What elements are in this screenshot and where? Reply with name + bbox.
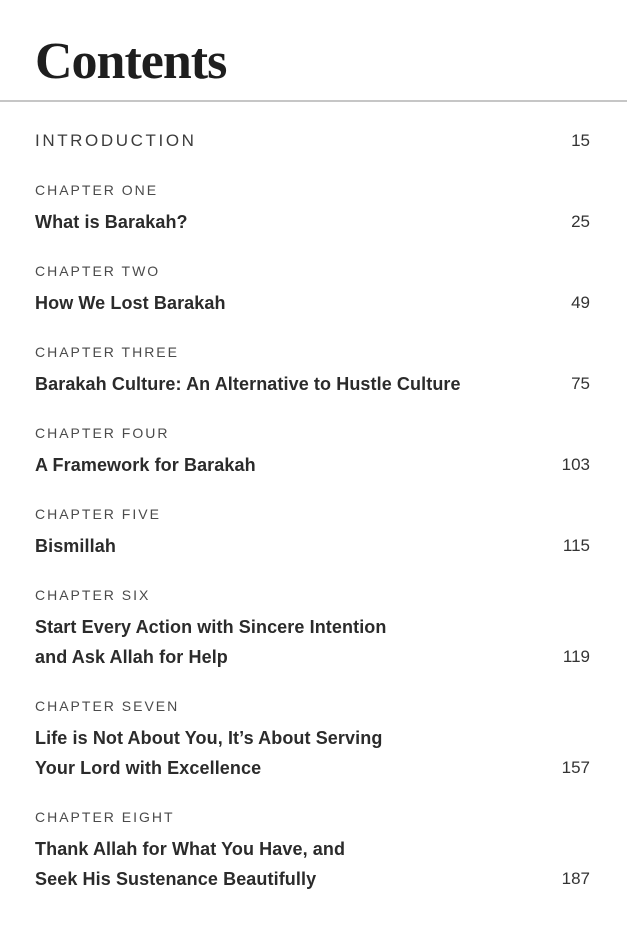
chapter-title-row [35,612,590,672]
chapter-title-row [35,450,590,480]
chapter-title-row [35,723,590,783]
toc-entry [35,697,590,783]
toc-entry [35,505,590,561]
chapter-title [35,531,116,561]
chapter-title [35,369,461,399]
page-number: 75 [571,374,590,393]
chapter-title-row [35,369,590,399]
title-divider [0,100,627,102]
chapter-title-line: Bismillah [35,536,116,556]
chapter-title-line: What is Barakah? [35,212,188,232]
chapter-title [35,723,382,783]
toc-entry [35,343,590,399]
chapter-title-line: How We Lost Barakah [35,293,226,313]
page-number: 187 [561,869,590,888]
page-number: 25 [571,212,590,231]
page-number: 15 [571,131,590,150]
toc-entry [35,262,590,318]
chapter-title-line: Barakah Culture: An Alternative to Hustle Culture [35,374,461,394]
chapter-label: CHAPTER TWO [35,263,161,279]
page-number: 49 [571,293,590,312]
chapter-title [35,207,188,237]
chapter-title-row [35,531,590,561]
chapter-title [35,450,256,480]
chapter-title-line: Thank Allah for What You Have, and [35,839,346,859]
chapter-label: CHAPTER ONE [35,182,159,198]
chapter-title-line: Life is Not About You, It’s About Serving [35,728,383,748]
page-number: 119 [562,647,590,666]
toc-entry [35,808,590,894]
page-number: 157 [561,758,590,777]
chapter-title-line: A Framework for Barakah [35,455,256,475]
chapter-label: CHAPTER SEVEN [35,698,180,714]
page-number: 103 [561,455,590,474]
chapter-label: CHAPTER FIVE [35,506,161,522]
chapter-title-line: Start Every Action with Sincere Intention [35,617,387,637]
chapter-label: CHAPTER FOUR [35,425,170,441]
page-title: Contents [35,33,227,90]
toc-entry [35,424,590,480]
chapter-title [35,288,226,318]
chapter-label: CHAPTER SIX [35,587,151,603]
toc-intro-entry [35,129,590,152]
chapter-title-line: Your Lord with Excellence [35,758,262,778]
intro-label: INTRODUCTION [35,131,197,150]
chapter-title [35,834,345,894]
toc-entry [35,586,590,672]
chapter-title-line: and Ask Allah for Help [35,647,228,667]
chapter-title [35,612,387,672]
toc-entry [35,181,590,237]
chapter-title-row [35,207,590,237]
chapter-title-line: Seek His Sustenance Beautifully [35,869,317,889]
chapter-title-row [35,288,590,318]
page-number: 115 [562,536,590,555]
chapter-label: CHAPTER THREE [35,344,179,360]
chapter-title-row [35,834,590,894]
toc-list [35,181,590,894]
chapter-label: CHAPTER EIGHT [35,809,175,825]
